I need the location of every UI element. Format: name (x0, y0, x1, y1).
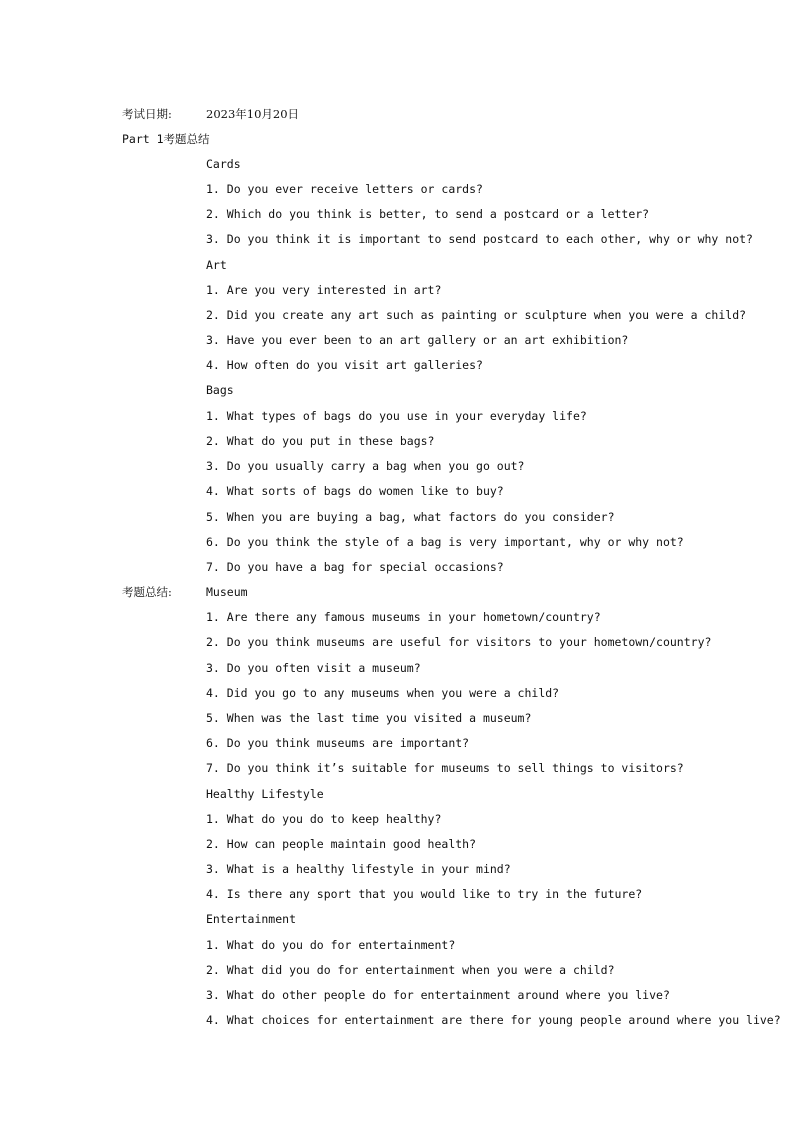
topic-art: Art (206, 258, 227, 272)
question-item: 7. Do you have a bag for special occasions? (206, 560, 504, 574)
question-item: 3. Do you think it is important to send postcard to each other, why or why not? (206, 232, 753, 246)
question-item: 1. Are you very interested in art? (206, 283, 442, 297)
question-item: 4. Is there any sport that you would like to try in the future? (206, 887, 643, 901)
question-item: 6. Do you think museums are important? (206, 736, 470, 750)
exam-date-value: 2023年10月20日 (206, 107, 300, 121)
part-title: Part 1考题总结 (122, 132, 210, 146)
question-item: 2. What did you do for entertainment when you were a child? (206, 963, 615, 977)
question-item: 7. Do you think it’s suitable for museums to sell things to visitors? (206, 761, 684, 775)
question-item: 2. Do you think museums are useful for visitors to your hometown/country? (206, 635, 712, 649)
question-item: 6. Do you think the style of a bag is very important, why or why not? (206, 535, 684, 549)
question-item: 4. What sorts of bags do women like to buy? (206, 484, 504, 498)
question-item: 3. Do you often visit a museum? (206, 661, 421, 675)
question-item: 1. What do you do for entertainment? (206, 938, 456, 952)
question-item: 2. How can people maintain good health? (206, 837, 477, 851)
exam-date-label: 考试日期: (122, 107, 172, 121)
question-item: 3. Do you usually carry a bag when you go out? (206, 459, 525, 473)
question-item: 2. Did you create any art such as painting or sculpture when you were a child? (206, 308, 747, 322)
question-item: 1. What do you do to keep healthy? (206, 812, 442, 826)
question-item: 2. What do you put in these bags? (206, 434, 435, 448)
topic-healthy-lifestyle: Healthy Lifestyle (206, 787, 324, 801)
question-item: 1. Are there any famous museums in your hometown/country? (206, 610, 601, 624)
question-item: 1. What types of bags do you use in your everyday life? (206, 409, 587, 423)
question-item: 4. How often do you visit art galleries? (206, 358, 483, 372)
question-item: 5. When was the last time you visited a museum? (206, 711, 532, 725)
topic-museum: Museum (206, 585, 248, 599)
question-item: 4. What choices for entertainment are there for young people around where you live? (206, 1013, 781, 1027)
topic-bags: Bags (206, 383, 234, 397)
question-item: 3. What do other people do for entertainment around where you live? (206, 988, 670, 1002)
topic-cards: Cards (206, 157, 241, 171)
question-item: 3. Have you ever been to an art gallery or an art exhibition? (206, 333, 629, 347)
topic-entertainment: Entertainment (206, 912, 297, 926)
question-item: 4. Did you go to any museums when you were a child? (206, 686, 560, 700)
question-item: 2. Which do you think is better, to send a postcard or a letter? (206, 207, 650, 221)
question-item: 5. When you are buying a bag, what factors do you consider? (206, 510, 615, 524)
question-item: 1. Do you ever receive letters or cards? (206, 182, 483, 196)
section-summary-label: 考题总结: (122, 585, 172, 599)
question-item: 3. What is a healthy lifestyle in your mind? (206, 862, 511, 876)
